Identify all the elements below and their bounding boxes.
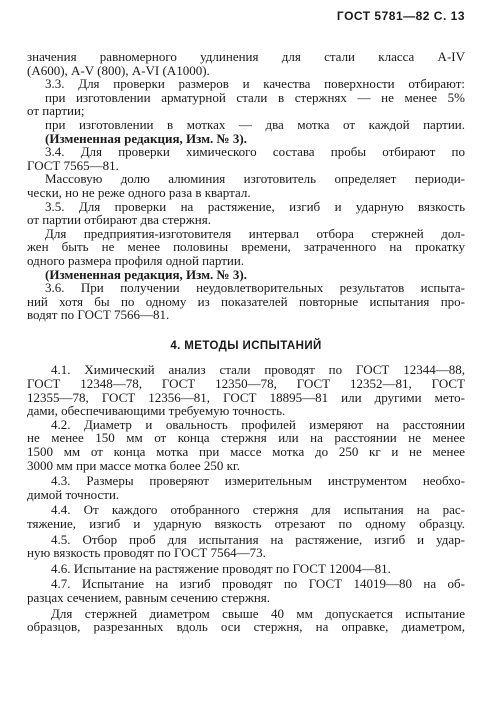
paragraph-line: при изготовлении в мотках — два мотка от каждой партии. xyxy=(45,116,465,132)
paragraph-line: ГОСТ 7565—81. xyxy=(27,157,119,173)
paragraph-line: 3000 мм при массе мотка более 250 кг. xyxy=(27,457,241,473)
paragraph-line: разцах сечением, равным сечению стержня. xyxy=(27,589,271,605)
paragraph-line: Массовую долю алюминия изготовитель определяет периоди- xyxy=(45,171,465,187)
paragraph-line: димой точности. xyxy=(27,486,120,502)
paragraph-line: 3.4. Для проверки химического состава пробы отбирают по xyxy=(45,144,465,160)
paragraph-line: 4.7. Испытание на изгиб проводят по ГОСТ 14019—80 на об- xyxy=(51,576,465,592)
paragraph-line: 4.1. Химический анализ стали проводят по ГОСТ 12344—88, xyxy=(51,362,465,378)
paragraph-line: дами, обеспечивающими требуемую точность. xyxy=(27,403,286,419)
paragraph-line: 4.5. Отбор проб для испытания на растяжение, изгиб и удар- xyxy=(51,531,465,547)
paragraph-line: ную вязкость проводят по ГОСТ 7564—73. xyxy=(27,545,266,561)
paragraph-line: образцов, разрезанных вдоль оси стержня, на оправке, диаметром, xyxy=(27,619,465,635)
paragraph-line: водят по ГОСТ 7566—81. xyxy=(27,307,170,323)
page-body xyxy=(27,50,465,634)
paragraph-line: (А600), А-V (800), А-VI (А1000). xyxy=(27,62,210,78)
paragraph-line: 3.3. Для проверки размеров и качества поверхности отбирают: xyxy=(45,76,465,92)
paragraph-line: не менее 150 мм от конца стержня или на расстоянии не менее xyxy=(27,430,465,446)
paragraph-line: жен быть не менее половины времени, затраченного на прокатку xyxy=(27,239,465,255)
paragraph-line: 3.6. При получении неудовлетворительных результатов испыта- xyxy=(45,280,465,296)
paragraph-line: 4.3. Размеры проверяют измерительным инструментом необхо- xyxy=(51,473,465,489)
paragraph-line: от партии; xyxy=(27,103,85,119)
paragraph-line: тяжение, изгиб и ударную вязкость отрезают по одному образцу. xyxy=(27,516,465,531)
section-heading: 4. МЕТОДЫ ИСПЫТАНИЙ xyxy=(170,339,322,352)
paragraph-line: 1500 мм от конца мотка при массе мотка до 250 кг и не менее xyxy=(27,444,465,460)
paragraph-line: от партии отбирают два стержня. xyxy=(27,212,211,228)
paragraph-line: 12355—78, ГОСТ 12356—81, ГОСТ 18895—81 или другими мето- xyxy=(27,389,465,405)
paragraph-line: 4.6. Испытание на растяжение проводят по ГОСТ 12004—81. xyxy=(51,560,391,576)
paragraph-line: значения равномерного удлинения для стали класса А-IV xyxy=(27,49,465,64)
paragraph-line: ГОСТ 12348—78, ГОСТ 12350—78, ГОСТ 12352—81, ГОСТ xyxy=(27,376,465,392)
running-head: ГОСТ 5781—82 С. 13 xyxy=(336,9,465,23)
paragraph-line: 3.5. Для проверки на растяжение, изгиб и ударную вязкость xyxy=(45,198,465,214)
paragraph-line: 4.2. Диаметр и овальность профилей измеряют на расстоянии xyxy=(51,416,465,432)
amendment-note: (Измененная редакция, Изм. № 3). xyxy=(45,130,247,146)
amendment-note: (Измененная редакция, Изм. № 3). xyxy=(45,266,247,282)
paragraph-line: Для предприятия-изготовителя интервал отбора стержней дол- xyxy=(45,225,465,241)
paragraph-line: при изготовлении арматурной стали в стержнях — не менее 5% xyxy=(45,89,465,105)
paragraph-line: чески, но не реже одного раза в квартал. xyxy=(27,184,251,200)
paragraph-line: Для стержней диаметром свыше 40 мм допускается испытание xyxy=(51,605,465,621)
paragraph-line: одного размера профиля одной партии. xyxy=(27,252,245,268)
paragraph-line: 4.4. От каждого отобранного стержня для испытания на рас- xyxy=(51,502,465,518)
paragraph-line: ний хотя бы по одному из показателей повторные испытания про- xyxy=(27,293,465,309)
